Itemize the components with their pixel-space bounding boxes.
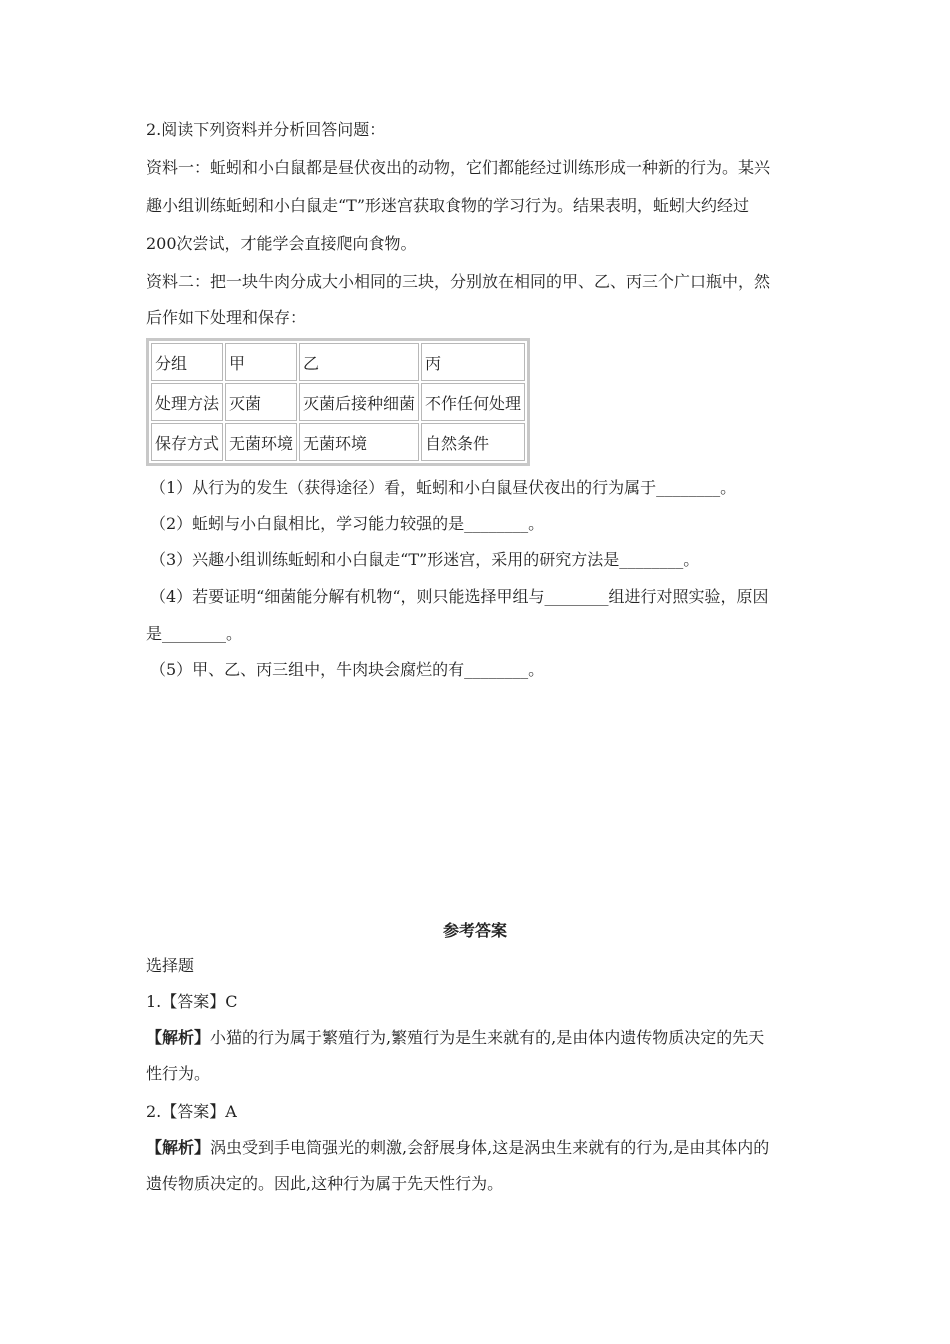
table-row bbox=[151, 343, 525, 381]
explanation-text: 涡虫受到手电筒强光的刺激,会舒展身体,这是涡虫生来就有的行为,是由其体内的 bbox=[210, 1138, 770, 1157]
sub-question-4-line-2: 是________。 bbox=[146, 624, 243, 643]
answers-section: 选择题 bbox=[146, 956, 195, 975]
question-heading: 2.阅读下列资料并分析回答问题： bbox=[146, 120, 386, 139]
material-two-line-2: 后作如下处理和保存： bbox=[146, 308, 307, 327]
explanation-tag: 【解析】 bbox=[146, 1138, 211, 1157]
table-cell: 丙 bbox=[421, 343, 525, 381]
table-cell: 处理方法 bbox=[151, 383, 223, 421]
answer-2-explanation-line-2: 遗传物质决定的。因此,这种行为属于先天性行为。 bbox=[146, 1174, 504, 1193]
answers-title: 参考答案 bbox=[442, 921, 507, 940]
sub-question-4-line-1: （4）若要证明“细菌能分解有机物“，则只能选择甲组与________组进行对照实验，原因 bbox=[150, 587, 769, 606]
answer-2-explanation-line-1 bbox=[146, 1138, 769, 1158]
material-one-line-2: 趣小组训练蚯蚓和小白鼠走“T”形迷宫获取食物的学习行为。结果表明，蚯蚓大约经过 bbox=[146, 196, 750, 215]
explanation-tag: 【解析】 bbox=[146, 1028, 211, 1047]
sub-question-2: （2）蚯蚓与小白鼠相比，学习能力较强的是________。 bbox=[150, 514, 545, 533]
answer-2-label: 2.【答案】A bbox=[146, 1102, 237, 1121]
answer-1-explanation-line-2: 性行为。 bbox=[146, 1064, 211, 1083]
material-one-line-1: 资料一：蚯蚓和小白鼠都是昼伏夜出的动物，它们都能经过训练形成一种新的行为。某兴 bbox=[146, 158, 771, 177]
table-cell: 灭菌 bbox=[225, 383, 297, 421]
table-cell: 不作任何处理 bbox=[421, 383, 525, 421]
table-cell: 甲 bbox=[225, 343, 297, 381]
sub-question-3: （3）兴趣小组训练蚯蚓和小白鼠走“T”形迷宫，采用的研究方法是________。 bbox=[150, 550, 700, 569]
experiment-table bbox=[146, 338, 530, 466]
material-one-line-3: 200次尝试，才能学会直接爬向食物。 bbox=[146, 234, 417, 253]
table-row bbox=[151, 383, 525, 421]
table-cell: 无菌环境 bbox=[225, 423, 297, 461]
table-cell: 乙 bbox=[299, 343, 419, 381]
table-cell: 无菌环境 bbox=[299, 423, 419, 461]
sub-question-1: （1）从行为的发生（获得途径）看，蚯蚓和小白鼠昼伏夜出的行为属于________。 bbox=[150, 478, 737, 497]
table-row bbox=[151, 423, 525, 461]
sub-question-5: （5）甲、乙、丙三组中，牛肉块会腐烂的有________。 bbox=[150, 660, 545, 679]
table-cell: 分组 bbox=[151, 343, 223, 381]
table-cell: 自然条件 bbox=[421, 423, 525, 461]
material-two-line-1: 资料二：把一块牛肉分成大小相同的三块，分别放在相同的甲、乙、丙三个广口瓶中，然 bbox=[146, 272, 771, 291]
table-cell: 保存方式 bbox=[151, 423, 223, 461]
explanation-text: 小猫的行为属于繁殖行为,繁殖行为是生来就有的,是由体内遗传物质决定的先天 bbox=[210, 1028, 765, 1047]
answer-1-explanation-line-1 bbox=[146, 1028, 764, 1048]
answer-1-label: 1.【答案】C bbox=[146, 992, 238, 1011]
table-cell: 灭菌后接种细菌 bbox=[299, 383, 419, 421]
